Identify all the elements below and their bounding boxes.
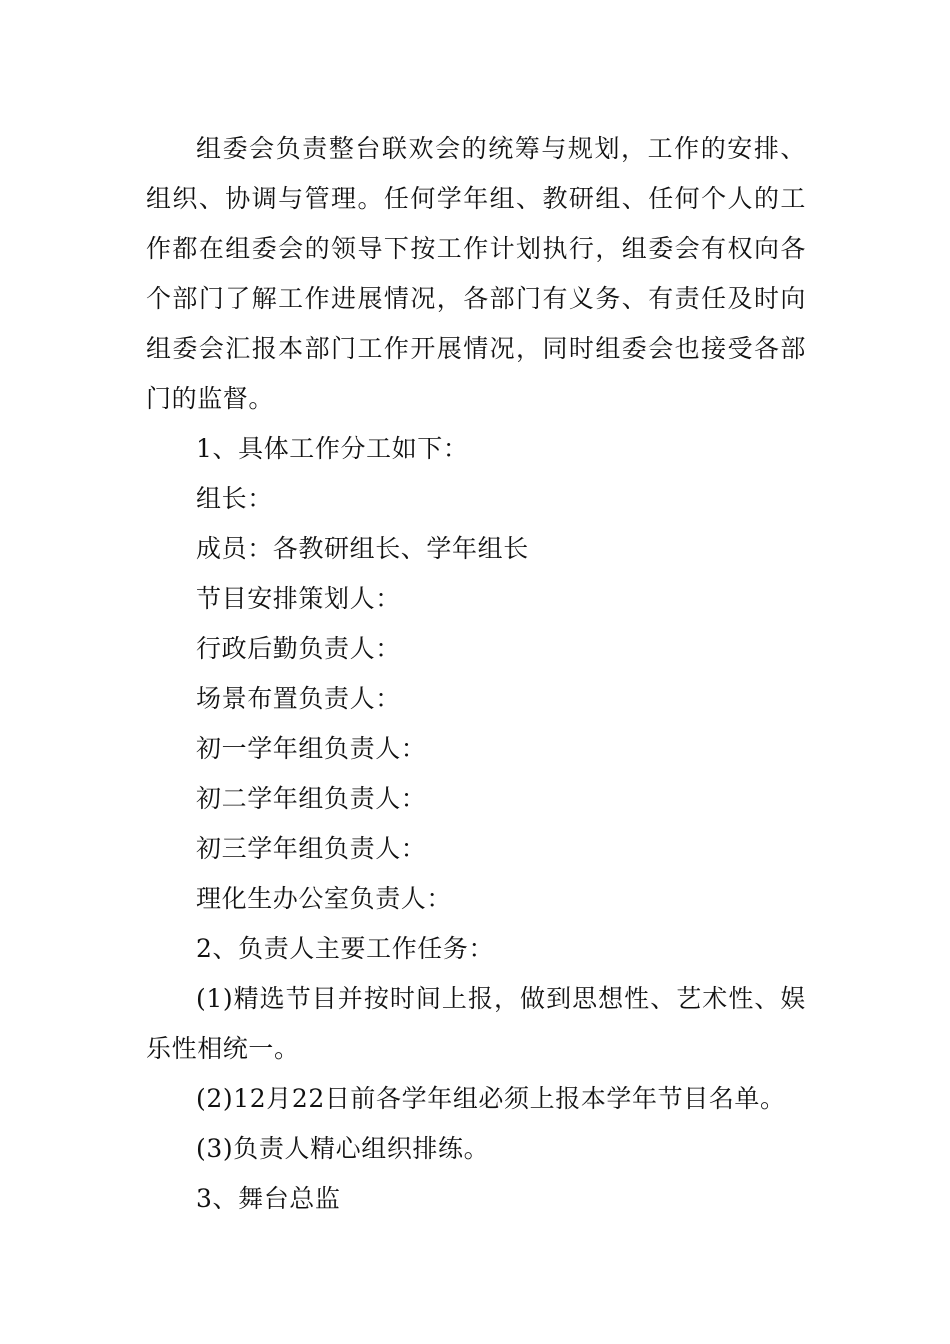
role-science-office: 理化生办公室负责人：: [196, 884, 453, 913]
task-1-paragraph: (1)精选节目并按时间上报，做到思想性、艺术性、娱乐性相统一。: [146, 984, 806, 1063]
role-grade-8: 初二学年组负责人：: [196, 784, 427, 813]
role-leader: 组长：: [196, 484, 273, 513]
section-1-heading: 1、具体工作分工如下：: [196, 434, 469, 463]
intro-paragraph: 组委会负责整台联欢会的统筹与规划，工作的安排、组织、协调与管理。任何学年组、教研组、任何个人的工作都在组委会的领导下按工作计划执行，组委会有权向各个部门了解工作进展情况，各部门有义务、有责任及时向组委会汇报本部门工作开展情况，同时组委会也接受各部门的监督。: [146, 134, 806, 413]
task-3-line: (3)负责人精心组织排练。: [196, 1134, 490, 1163]
role-program-planner: 节目安排策划人：: [196, 584, 401, 613]
document-body: [146, 124, 806, 1224]
role-grade-7: 初一学年组负责人：: [196, 734, 427, 763]
section-3-heading: 3、舞台总监: [196, 1184, 341, 1213]
role-members: 成员：各教研组长、学年组长: [196, 534, 529, 563]
task-2-line: (2)12月22日前各学年组必须上报本学年节目名单。: [196, 1084, 786, 1113]
role-grade-9: 初三学年组负责人：: [196, 834, 427, 863]
section-2-heading: 2、负责人主要工作任务：: [196, 934, 495, 963]
role-stage-setup: 场景布置负责人：: [196, 684, 401, 713]
role-logistics: 行政后勤负责人：: [196, 634, 401, 663]
